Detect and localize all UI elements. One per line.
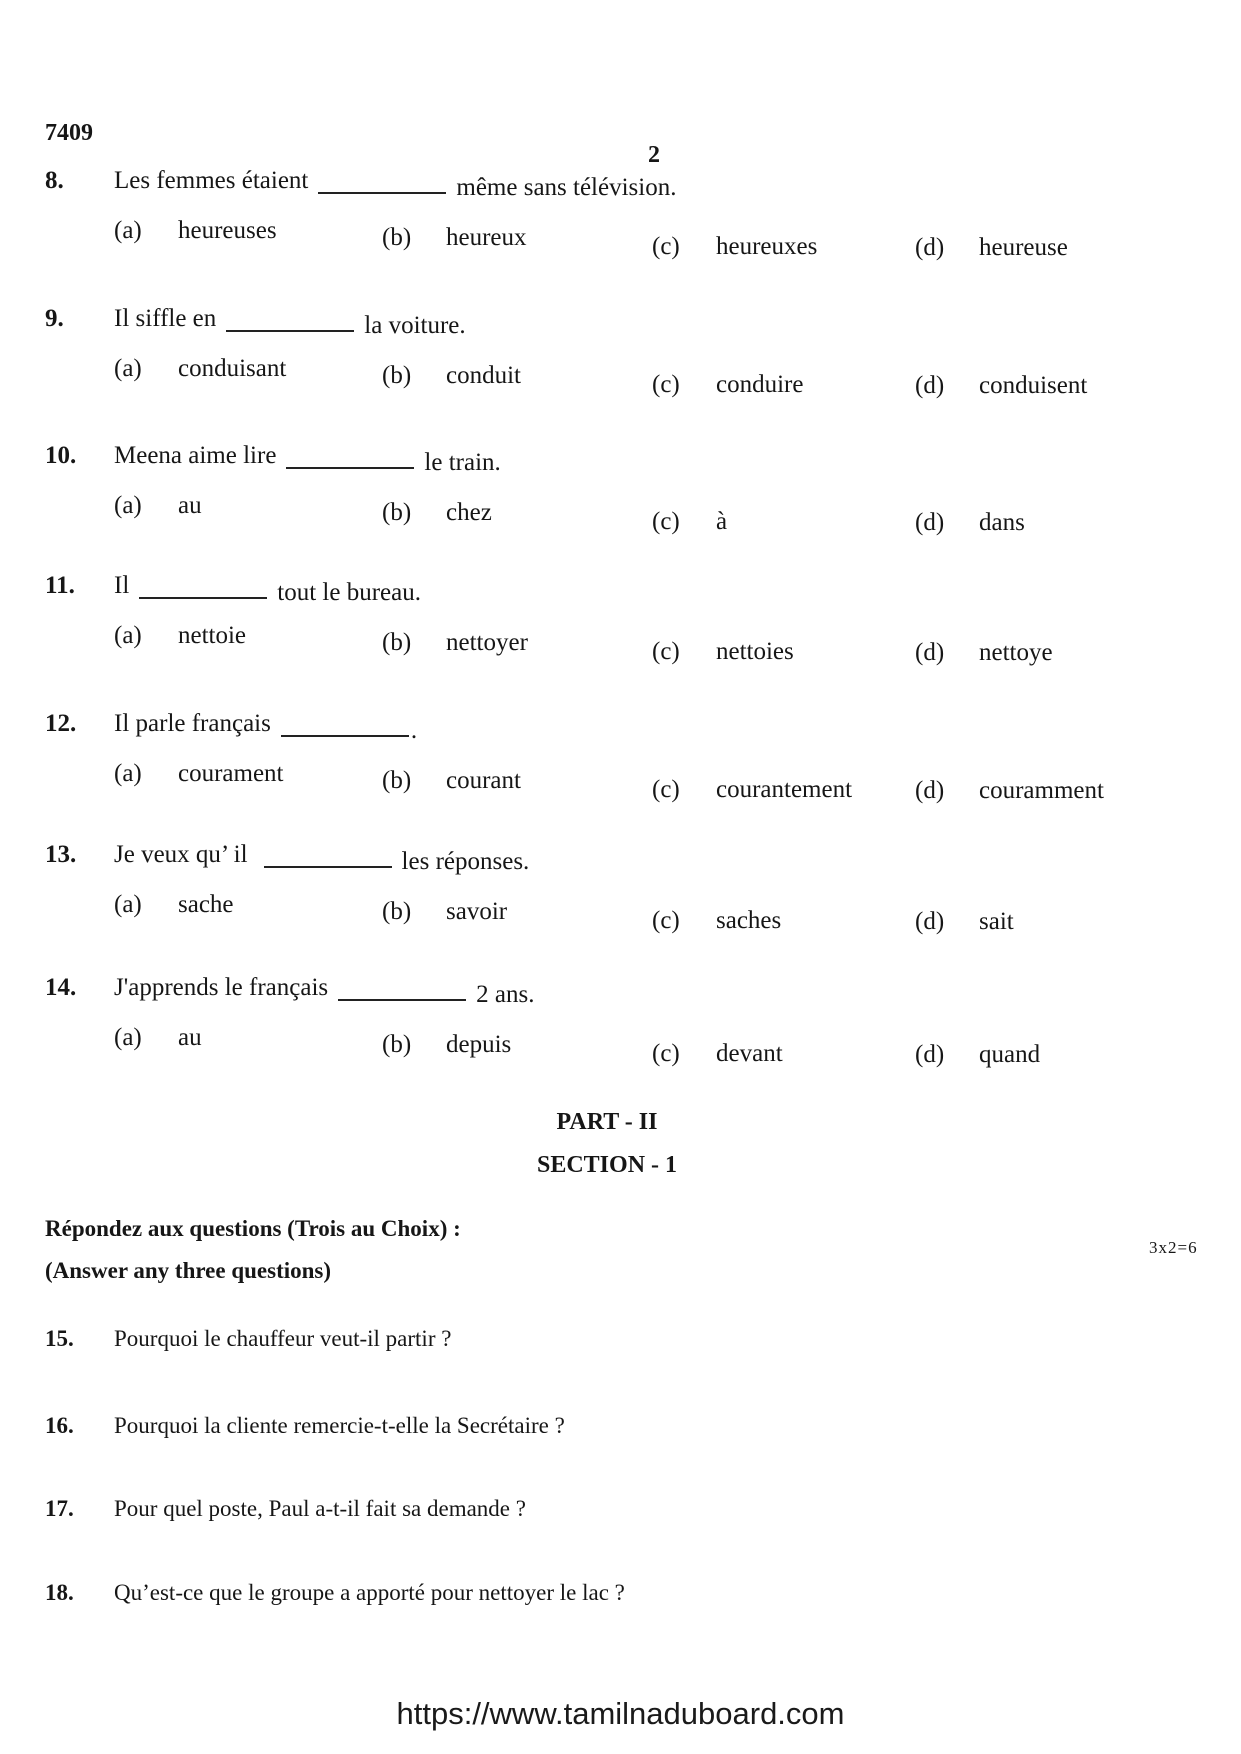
question-text: Qu’est-ce que le groupe a apporté pour nettoyer le lac ?: [114, 1580, 625, 1605]
options-row: [45, 1024, 1225, 1068]
option-c: [652, 907, 781, 935]
answer-blank: [338, 999, 466, 1001]
option-label: (a): [114, 355, 142, 382]
stem-end: 2 ans.: [476, 981, 535, 1008]
stem-start: Il parle français: [114, 710, 271, 737]
question-17: [45, 1496, 526, 1522]
option-text: sache: [178, 891, 234, 918]
options-row: [45, 492, 1225, 536]
option-d: [915, 372, 1087, 400]
answer-blank: [318, 192, 446, 194]
option-label: (c): [652, 638, 680, 665]
option-label: (c): [652, 1040, 680, 1067]
question-stem: [45, 841, 530, 875]
question-stem: [45, 572, 421, 606]
source-url: https://www.tamilnaduboard.com: [396, 1696, 845, 1731]
option-b: [382, 499, 492, 527]
option-text: nettoie: [178, 622, 247, 649]
option-label: (a): [114, 891, 142, 918]
options-row: [45, 217, 1225, 261]
option-text: quand: [979, 1041, 1041, 1068]
option-label: (d): [915, 372, 945, 399]
option-label: (d): [915, 234, 945, 261]
option-text: courant: [446, 767, 521, 794]
option-label: (b): [382, 362, 412, 389]
option-text: au: [178, 1024, 202, 1051]
option-text: sait: [979, 908, 1014, 935]
option-label: (d): [915, 639, 945, 666]
answer-blank: [264, 866, 392, 868]
options-row: [45, 355, 1225, 399]
stem-end: le train.: [424, 449, 501, 476]
option-text: nettoye: [979, 639, 1053, 666]
question-number: 10.: [45, 442, 77, 469]
option-label: (d): [915, 1041, 945, 1068]
option-text: couramment: [979, 777, 1104, 804]
option-label: (a): [114, 492, 142, 519]
options-row: [45, 760, 1225, 804]
question-15: [45, 1326, 451, 1352]
option-b: [382, 898, 507, 926]
option-label: (b): [382, 499, 412, 526]
question-11: [45, 572, 1225, 672]
option-text: dans: [979, 509, 1025, 536]
section-heading: SECTION - 1: [536, 1152, 678, 1178]
option-d: [915, 639, 1053, 667]
question-number: 11.: [45, 572, 75, 599]
question-number: 12.: [45, 710, 77, 737]
option-label: (b): [382, 767, 412, 794]
option-text: depuis: [446, 1031, 512, 1058]
option-text: conduire: [716, 371, 804, 398]
option-label: (d): [915, 777, 945, 804]
option-b: [382, 767, 521, 795]
option-a: [114, 891, 234, 919]
option-label: (b): [382, 224, 412, 251]
option-text: nettoies: [716, 638, 794, 665]
option-text: devant: [716, 1040, 783, 1067]
question-number: 13.: [45, 841, 77, 868]
option-text: heureux: [446, 224, 527, 251]
instruction-french: Répondez aux questions (Trois au Choix) :: [45, 1216, 461, 1241]
option-c: [652, 1040, 783, 1068]
option-d: [915, 234, 1068, 262]
option-a: [114, 622, 246, 650]
option-label: (a): [114, 760, 142, 787]
option-c: [652, 638, 794, 666]
stem-start: Il: [114, 572, 130, 599]
stem-end: .: [410, 717, 418, 744]
stem-start: Je veux qu’ il: [114, 841, 248, 868]
option-a: [114, 1024, 202, 1052]
question-18: [45, 1580, 625, 1606]
options-row: [45, 622, 1225, 666]
option-a: [114, 217, 277, 245]
part-heading: PART - II: [556, 1109, 658, 1135]
option-label: (a): [114, 217, 142, 244]
question-number: 18.: [45, 1580, 74, 1605]
option-b: [382, 362, 521, 390]
stem-start: J'apprends le français: [114, 974, 329, 1001]
option-text: courament: [178, 760, 284, 787]
question-stem: [45, 305, 466, 339]
stem-start: Il siffle en: [114, 305, 217, 332]
instruction-english: (Answer any three questions): [45, 1258, 332, 1283]
option-label: (d): [915, 908, 945, 935]
stem-end: la voiture.: [364, 312, 466, 339]
option-label: (c): [652, 371, 680, 398]
option-label: (b): [382, 898, 412, 925]
answer-blank: [139, 597, 267, 599]
option-d: [915, 509, 1025, 537]
option-label: (a): [114, 1024, 142, 1051]
stem-end: tout le bureau.: [277, 579, 421, 606]
option-b: [382, 224, 527, 252]
answer-blank: [281, 735, 409, 737]
option-c: [652, 776, 852, 804]
question-9: [45, 305, 1225, 405]
option-d: [915, 908, 1014, 936]
option-text: au: [178, 492, 202, 519]
question-stem: [45, 167, 677, 201]
question-stem: [45, 442, 501, 476]
question-number: 16.: [45, 1413, 74, 1438]
paper-code: 7409: [45, 120, 93, 146]
question-16: [45, 1413, 565, 1439]
question-stem: [45, 710, 418, 744]
question-14: [45, 974, 1225, 1074]
option-text: heureuses: [178, 217, 277, 244]
option-text: saches: [716, 907, 782, 934]
option-label: (d): [915, 509, 945, 536]
option-a: [114, 492, 202, 520]
question-text: Pourquoi le chauffeur veut-il partir ?: [114, 1326, 452, 1351]
option-label: (b): [382, 1031, 412, 1058]
marks-allocation: 3x2=6: [1149, 1238, 1198, 1257]
stem-start: Meena aime lire: [114, 442, 277, 469]
option-d: [915, 1041, 1040, 1069]
question-number: 9.: [45, 305, 64, 332]
option-text: conduisant: [178, 355, 287, 382]
option-b: [382, 629, 528, 657]
option-label: (c): [652, 776, 680, 803]
stem-start: Les femmes étaient: [114, 167, 309, 194]
option-text: heureuxes: [716, 233, 818, 260]
question-13: [45, 841, 1225, 941]
option-c: [652, 371, 803, 399]
answer-blank: [226, 330, 354, 332]
option-text: heureuse: [979, 234, 1068, 261]
option-text: savoir: [446, 898, 508, 925]
answer-blank: [286, 467, 414, 469]
option-c: [652, 508, 727, 536]
page-number: 2: [648, 142, 660, 168]
option-text: chez: [446, 499, 492, 526]
question-number: 15.: [45, 1326, 74, 1351]
option-label: (a): [114, 622, 142, 649]
question-number: 14.: [45, 974, 77, 1001]
question-10: [45, 442, 1225, 542]
option-label: (c): [652, 233, 680, 260]
option-b: [382, 1031, 511, 1059]
question-text: Pourquoi la cliente remercie-t-elle la Secrétaire ?: [114, 1413, 565, 1438]
question-12: [45, 710, 1225, 810]
option-c: [652, 233, 817, 261]
question-stem: [45, 974, 535, 1008]
option-d: [915, 777, 1104, 805]
question-number: 8.: [45, 167, 64, 194]
question-8: [45, 167, 1225, 267]
option-text: conduit: [446, 362, 521, 389]
option-label: (b): [382, 629, 412, 656]
question-number: 17.: [45, 1496, 74, 1521]
option-a: [114, 760, 284, 788]
option-text: nettoyer: [446, 629, 528, 656]
stem-end: les réponses.: [401, 848, 530, 875]
question-text: Pour quel poste, Paul a-t-il fait sa demande ?: [114, 1496, 526, 1521]
option-label: (c): [652, 907, 680, 934]
option-text: à: [716, 508, 728, 535]
option-a: [114, 355, 286, 383]
option-label: (c): [652, 508, 680, 535]
option-text: courantement: [716, 776, 853, 803]
stem-end: même sans télévision.: [456, 174, 677, 201]
option-text: conduisent: [979, 372, 1088, 399]
options-row: [45, 891, 1225, 935]
